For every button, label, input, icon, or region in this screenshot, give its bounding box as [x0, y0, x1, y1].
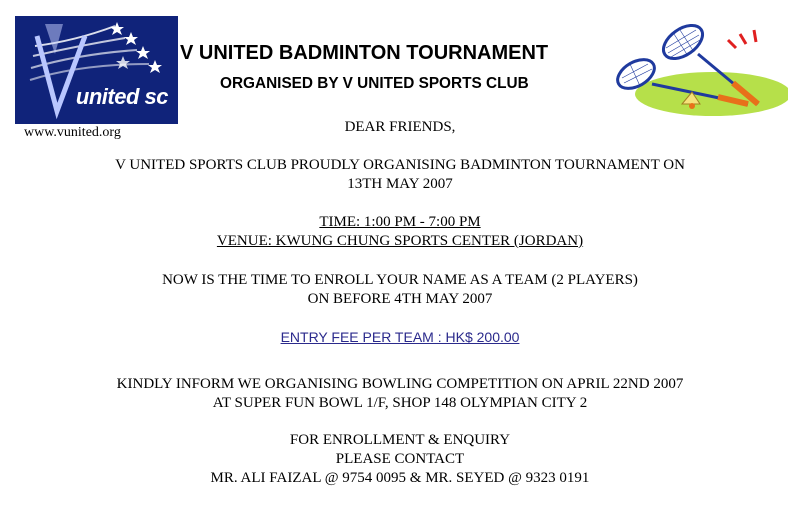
intro-line-2: 13TH MAY 2007 — [347, 176, 453, 192]
enroll-line-2: ON BEFORE 4TH MAY 2007 — [307, 291, 493, 307]
logo-text: united sc — [75, 84, 168, 109]
greeting: DEAR FRIENDS, — [344, 119, 456, 135]
entry-fee-line — [0, 328, 800, 347]
organiser-subtitle: ORGANISED BY V UNITED SPORTS CLUB — [220, 75, 529, 92]
bowling-line-1: KINDLY INFORM WE ORGANISING BOWLING COMPETITION ON APRIL 22ND 2007 — [116, 376, 684, 392]
event-venue: VENUE: KWUNG CHUNG SPORTS CENTER (JORDAN) — [216, 233, 584, 249]
website-url: www.vunited.org — [24, 125, 121, 140]
event-time: TIME: 1:00 PM - 7:00 PM — [319, 214, 481, 230]
contact-line-1: FOR ENROLLMENT & ENQUIRY — [289, 432, 511, 448]
contact-line-2: PLEASE CONTACT — [335, 451, 465, 467]
contact-line-3: MR. ALI FAIZAL @ 9754 0095 & MR. SEYED @ 9323 0191 — [210, 470, 590, 486]
entry-fee: ENTRY FEE PER TEAM : HK$ 200.00 — [280, 329, 520, 345]
enroll-line-1: NOW IS THE TIME TO ENROLL YOUR NAME AS A TEAM (2 PLAYERS) — [162, 272, 638, 288]
bowling-line-2: AT SUPER FUN BOWL 1/F, SHOP 148 OLYMPIAN CITY 2 — [212, 395, 588, 411]
badminton-rackets-icon — [608, 12, 788, 117]
club-logo — [15, 16, 178, 124]
intro-line-1: V UNITED SPORTS CLUB PROUDLY ORGANISING BADMINTON TOURNAMENT ON — [115, 157, 685, 173]
tournament-title: V UNITED BADMINTON TOURNAMENT — [180, 42, 549, 64]
